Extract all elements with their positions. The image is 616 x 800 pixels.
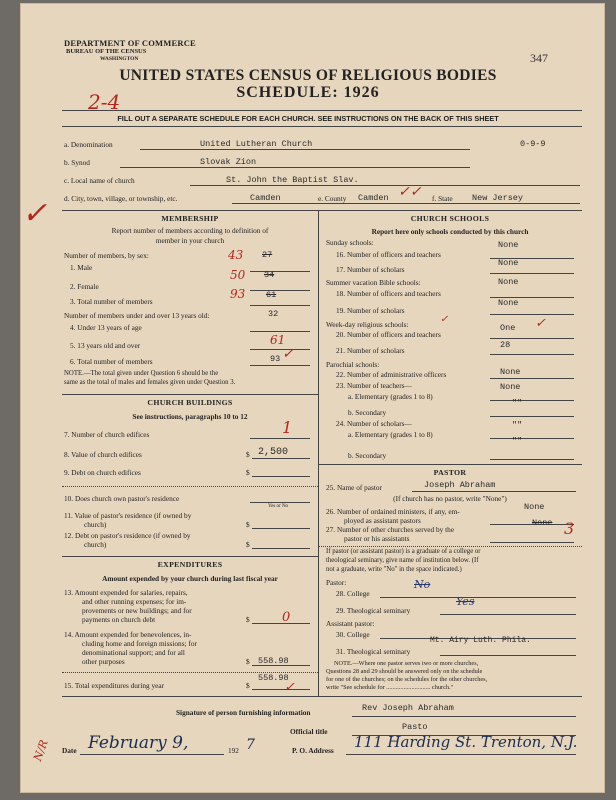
pastor-note-2: Questions 28 and 29 should be answered only on the schedule [326, 668, 483, 675]
synod-label: b. Synod [64, 158, 90, 167]
fill-line [250, 290, 310, 291]
fill-line [440, 614, 576, 615]
denomination-value[interactable]: United Lutheran Church [200, 139, 313, 149]
graduate-note-3: not a graduate, write "No" in the space indicated.) [326, 566, 462, 573]
fill-line [440, 655, 576, 656]
official-title-label: Official title [290, 727, 328, 736]
fill-line [490, 438, 574, 439]
q24-label: 24. Number of scholars— [336, 419, 412, 428]
q22-value[interactable]: None [500, 367, 521, 377]
section-border [62, 394, 318, 395]
instructions-line: FILL OUT A SEPARATE SCHEDULE FOR EACH CHURCH. SEE INSTRUCTIONS ON THE BACK OF THIS SHEET [117, 114, 499, 123]
divider [62, 486, 318, 487]
buildings-sub: See instructions, paragraphs 10 to 12 [132, 412, 248, 421]
dollar-sign: $ [246, 657, 250, 666]
fill-line [490, 542, 574, 543]
residence-debt-label-1: 12. Debt on pastor's residence (if owned by [64, 531, 191, 540]
pastor-college-label: 28. College [336, 589, 370, 598]
fill-line [346, 754, 576, 755]
residence-label: 10. Does church own pastor's residence [64, 494, 180, 503]
q23-label: 23. Number of teachers— [336, 381, 412, 390]
benevolences-value[interactable]: 558.98 [258, 656, 289, 666]
form-number: 347 [530, 51, 548, 65]
fill-line [252, 548, 310, 549]
bureau-heading: BUREAU OF THE CENSUS [66, 48, 147, 55]
fill-line [490, 400, 574, 401]
state-value[interactable]: New Jersey [472, 193, 524, 203]
q21-label: 21. Number of scholars [336, 346, 405, 355]
q18-value[interactable]: None [498, 277, 519, 287]
q24a-label: a. Elementary (grades 1 to 8) [348, 430, 433, 439]
by-sex-label: Number of members, by sex: [64, 251, 149, 260]
fill-line [490, 314, 574, 315]
fill-line [252, 623, 310, 624]
fill-line [250, 438, 310, 439]
q23a-value[interactable]: None [500, 382, 521, 392]
membership-intro-2: member in your church [155, 236, 225, 245]
section-border [62, 210, 582, 211]
po-address-label: P. O. Address [292, 746, 334, 755]
year-value[interactable]: 7 [246, 737, 255, 753]
denomination-code: 0-9-9 [520, 139, 546, 149]
pastor-name-note: (If church has no pastor, write "None") [393, 494, 507, 503]
over-13-label: 5. 13 years old and over [70, 341, 141, 350]
q21-value[interactable]: 28 [500, 340, 511, 350]
q24a-value[interactable]: "" [512, 420, 523, 430]
signature-value[interactable]: Rev Joseph Abraham [362, 703, 454, 713]
assistant-subheading: Assistant pastor: [326, 619, 375, 628]
membership-note-1: NOTE.—The total given under Question 6 should be the [64, 370, 219, 377]
date-value[interactable]: February 9, [88, 733, 189, 753]
fill-line [252, 476, 310, 477]
q20-check: ✓ [535, 316, 546, 331]
buildings-heading: CHURCH BUILDINGS [147, 398, 233, 407]
under-13-label: 4. Under 13 years of age [70, 323, 142, 332]
dollar-sign: $ [246, 681, 250, 690]
column-divider [318, 210, 319, 696]
assistant-label-2: ployed as assistant pastors [344, 516, 421, 525]
other-churches-correction: 3 [564, 519, 575, 538]
fill-line [250, 502, 310, 503]
residence-value-label-1: 11. Value of pastor's residence (if owned by [64, 511, 192, 520]
graduate-note-1: If pastor (or assistant pastor) is a graduate of a college or [326, 548, 481, 555]
q18-label: 18. Number of officers and teachers [336, 289, 441, 298]
total-members-label: 3. Total number of members [70, 297, 153, 306]
edifice-value[interactable]: 2,500 [258, 447, 289, 458]
pastor-subheading: Pastor: [326, 578, 347, 587]
fill-line [380, 597, 576, 598]
summer-schools-label: Summer vacation Bible schools: [326, 278, 421, 287]
date-label: Date [62, 746, 77, 755]
form-title: UNITED STATES CENSUS OF RELIGIOUS BODIES [119, 67, 497, 84]
section-border [62, 556, 318, 557]
handwritten-mark: 2-4 [88, 90, 121, 114]
other-churches-label-1: 27. Number of other churches served by the [326, 525, 455, 534]
over-13-value[interactable]: 61 [270, 333, 286, 347]
edifices-value[interactable]: 1 [282, 418, 293, 437]
section-border [62, 696, 582, 697]
dollar-sign: $ [246, 615, 250, 624]
assistant-label-1: 26. Number of ordained ministers, if any, em- [326, 507, 460, 516]
male-label: 1. Male [70, 263, 93, 272]
city-value[interactable]: Camden [250, 193, 281, 203]
q16-value[interactable]: None [498, 240, 519, 250]
fill-line [490, 459, 574, 460]
assistant-seminary-value[interactable]: Mt. Airy Luth. Phila. [430, 636, 531, 645]
running-expenses-label-3: provements or new buildings; and for [82, 606, 192, 615]
graduate-note-2: theological seminary, give name of institution below. (If [326, 557, 479, 564]
membership-note-2: same as the total of males and females given under Question 3. [64, 379, 236, 386]
female-value[interactable]: 34 [264, 270, 275, 280]
divider [318, 546, 582, 547]
running-expenses-label-4: payments on church debt [82, 615, 156, 624]
margin-note: N/R [31, 738, 51, 763]
schools-heading: CHURCH SCHOOLS [410, 214, 490, 223]
yes-no-hint: Yes or No [268, 504, 289, 509]
pastor-note-4: write "See schedule for ............................ church." [326, 684, 454, 691]
benevolences-label-1: 14. Amount expended for benevolences, in- [64, 630, 192, 639]
fill-line [250, 349, 310, 350]
total-members-6-value[interactable]: 93 [270, 354, 281, 364]
fill-line [490, 273, 574, 274]
fill-line [252, 689, 310, 690]
expenditures-sub: Amount expended by your church during last fiscal year [102, 574, 278, 583]
po-address-value[interactable]: 111 Harding St. Trenton, N.J. [354, 733, 578, 751]
fill-line [250, 365, 310, 366]
q16-label: 16. Number of officers and teachers [336, 250, 441, 259]
pastor-college-value[interactable]: No [414, 578, 431, 591]
official-title-value[interactable]: Pasto [402, 722, 428, 732]
total-members-value[interactable]: 61 [266, 290, 277, 300]
fill-line [250, 271, 310, 272]
parochial-schools-label: Parochial schools: [326, 360, 380, 369]
running-expenses-value[interactable]: 0 [282, 610, 291, 625]
dollar-sign: $ [246, 468, 250, 477]
signature-label: Signature of person furnishing information [176, 708, 311, 717]
over-under-label: Number of members under and over 13 years old: [64, 311, 210, 320]
other-churches-value[interactable]: None [532, 518, 553, 528]
q19-label: 19. Number of scholars [336, 306, 405, 315]
total-check-mark: ✓ [282, 346, 294, 362]
q20-label: 20. Number of officers and teachers [336, 330, 441, 339]
benevolences-label-2: cluding home and foreign missions; for [82, 639, 197, 648]
fill-line [490, 378, 574, 379]
edifice-value-label: 8. Value of church edifices [64, 450, 142, 459]
fill-line [252, 458, 310, 459]
benevolences-label-3: denominational support; and for all [82, 648, 185, 657]
dollar-sign: $ [246, 540, 250, 549]
local-name-value[interactable]: St. John the Baptist Slav. [226, 175, 359, 185]
over-under-value[interactable]: 32 [268, 309, 279, 319]
benevolences-label-4: other purposes [82, 657, 125, 666]
city-heading: WASHINGTON [100, 56, 139, 62]
year-prefix: 192 [228, 746, 239, 755]
pastor-seminary-label: 29. Theological seminary [336, 606, 411, 615]
total-expenditures-label: 15. Total expenditures during year [64, 681, 165, 690]
pastor-seminary-value[interactable]: Yes [456, 595, 475, 608]
q22-label: 22. Number of administrative officers [336, 370, 447, 379]
fill-line [190, 185, 580, 186]
denomination-label: a. Denomination [64, 140, 113, 149]
total-members-correction: 93 [230, 287, 246, 301]
fill-line [80, 754, 224, 755]
fill-line [412, 491, 576, 492]
assistant-seminary-label: 31. Theological seminary [336, 647, 411, 656]
edifice-debt-label: 9. Debt on church edifices [64, 468, 141, 477]
residence-value-label-2: church) [84, 520, 107, 529]
male-value[interactable]: 27 [262, 250, 273, 260]
fill-line [250, 331, 310, 332]
pastor-note-3: for one of the churches; on the schedules for the other churches, [326, 676, 488, 683]
fill-line [232, 203, 580, 204]
female-label: 2. Female [70, 282, 99, 291]
local-name-label: c. Local name of church [64, 176, 135, 185]
fill-line [352, 716, 576, 717]
fill-line [252, 528, 310, 529]
margin-check-mark: ✓ [22, 196, 48, 231]
pastor-name-value[interactable]: Joseph Abraham [424, 480, 496, 490]
weekday-schools-label: Week-day religious schools: [326, 320, 409, 329]
dollar-sign: $ [246, 450, 250, 459]
county-label: e. County [318, 194, 347, 203]
sunday-schools-label: Sunday schools: [326, 238, 374, 247]
female-correction: 50 [230, 268, 246, 282]
department-heading: DEPARTMENT OF COMMERCE [64, 38, 196, 48]
county-check-mark: ✓✓ [398, 184, 422, 200]
assistant-value[interactable]: None [524, 502, 545, 512]
q24b-label: b. Secondary [348, 451, 387, 460]
state-label: f. State [432, 194, 453, 203]
fill-line [490, 416, 574, 417]
male-correction: 43 [228, 248, 244, 262]
total-members-6-label: 6. Total number of members [70, 357, 153, 366]
pastor-heading: PASTOR [433, 468, 467, 477]
fill-line [250, 305, 310, 306]
membership-intro-1: Report number of members according to definition of [111, 226, 269, 235]
q17-label: 17. Number of scholars [336, 265, 405, 274]
other-churches-label-2: pastor or his assistants [344, 534, 410, 543]
q23b-label: b. Secondary [348, 408, 387, 417]
city-label: d. City, town, village, or township, etc. [64, 194, 178, 203]
q19-value[interactable]: None [498, 298, 519, 308]
pastor-note-1: NOTE.—Where one pastor serves two or more churches, [334, 660, 479, 667]
divider [62, 126, 582, 127]
fill-line [140, 149, 470, 150]
q20-value[interactable]: One [500, 323, 516, 333]
weekday-check: ✓ [440, 314, 449, 325]
schedule-title: SCHEDULE: 1926 [236, 84, 380, 101]
q23b-value[interactable]: "" [512, 398, 523, 408]
total-expenditures-check: ✓ [284, 680, 295, 695]
running-expenses-label-2: and other running expenses; for im- [82, 597, 187, 606]
residence-debt-label-2: church) [84, 540, 107, 549]
membership-heading: MEMBERSHIP [161, 214, 219, 223]
expenditures-heading: EXPENDITURES [157, 560, 223, 569]
fill-line [120, 167, 470, 168]
q24b-value[interactable]: "" [512, 436, 523, 446]
dollar-sign: $ [246, 520, 250, 529]
q23a-label: a. Elementary (grades 1 to 8) [348, 392, 433, 401]
pastor-name-label: 25. Name of pastor [326, 483, 382, 492]
q17-value[interactable]: None [498, 258, 519, 268]
schools-intro: Report here only schools conducted by this church [371, 227, 529, 236]
edifices-label: 7. Number of church edifices [64, 430, 150, 439]
county-value[interactable]: Camden [358, 193, 389, 203]
total-expenditures-value[interactable]: 558.98 [258, 673, 289, 683]
fill-line [490, 354, 574, 355]
section-border [318, 464, 582, 465]
divider [62, 110, 582, 111]
assistant-college-label: 30. College [336, 630, 370, 639]
synod-value[interactable]: Slovak Zion [200, 157, 257, 167]
fill-line [490, 338, 574, 339]
running-expenses-label-1: 13. Amount expended for salaries, repairs, [64, 588, 188, 597]
